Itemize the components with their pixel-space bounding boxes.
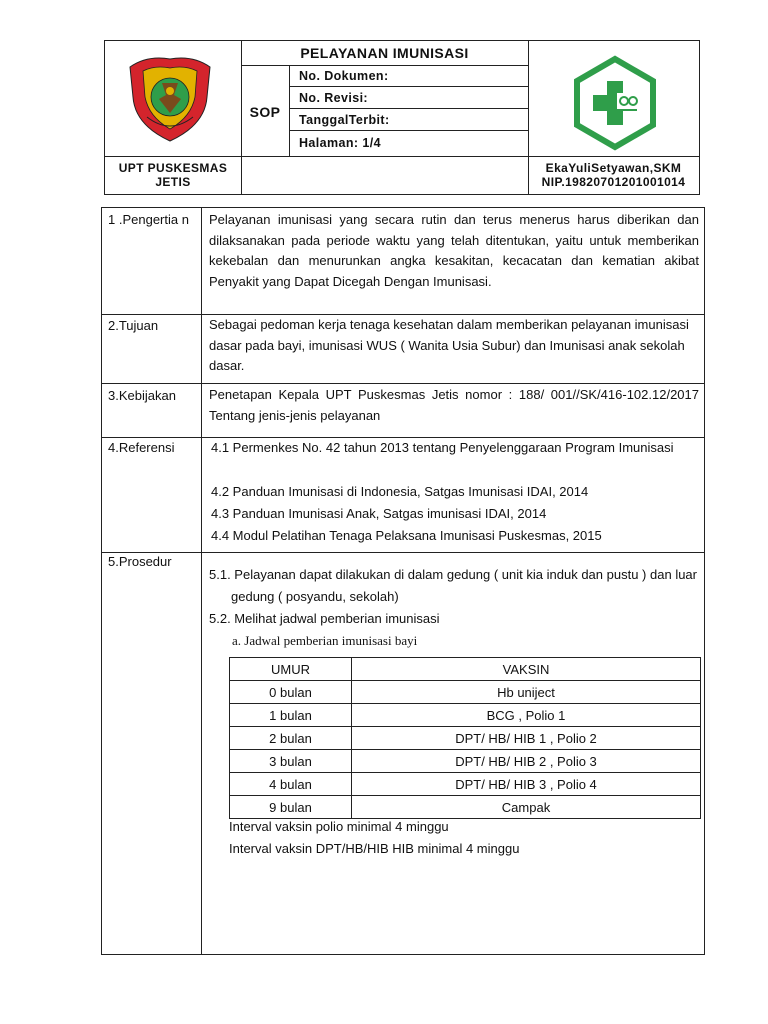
field-no-revisi: No. Revisi: — [299, 91, 368, 105]
table-cell-umur: 3 bulan — [230, 750, 352, 773]
signer-nip: NIP.19820701201001014 — [541, 175, 686, 189]
prosedur-step-2: 5.2. Melihat jadwal pemberian imunisasi — [209, 611, 440, 626]
text-pengertian: Pelayanan imunisasi yang secara rutin dan terus menerus harus diberikan dan dilaksanakan pada periode waktu yang telah ditentukan, yaitu untuk memberikan kekebalan dan menurunkan angka kesakitan, kecacatan dan kematian akibat Penyakit yang Dapat Dicegah Dengan Imunisasi. — [209, 212, 699, 289]
table-cell-umur: 2 bulan — [230, 727, 352, 750]
table-row — [230, 681, 701, 704]
label-kebijakan: 3.Kebijakan — [108, 388, 176, 403]
immunization-schedule-table — [229, 657, 701, 819]
table-cell-vaksin: DPT/ HB/ HIB 1 , Polio 2 — [352, 727, 701, 750]
table-row — [230, 704, 701, 727]
table-header-vaksin: VAKSIN — [352, 658, 701, 681]
prosedur-step-1 — [209, 564, 697, 608]
prosedur-sub-a: a. Jadwal pemberian imunisasi bayi — [232, 633, 418, 648]
referensi-item-3: 4.3 Panduan Imunisasi Anak, Satgas imunisasi IDAI, 2014 — [211, 506, 547, 521]
sop-label: SOP — [249, 104, 281, 120]
table-header-row — [230, 658, 701, 681]
referensi-item-4: 4.4 Modul Pelatihan Tenaga Pelaksana Imunisasi Puskesmas, 2015 — [211, 528, 602, 543]
text-kebijakan: Penetapan Kepala UPT Puskesmas Jetis nomor : 188/ 001//SK/416-102.12/2017 Tentang jenis-jenis pelayanan — [209, 387, 699, 423]
note-polio-interval: Interval vaksin polio minimal 4 minggu — [229, 819, 449, 834]
label-pengertian: 1 .Pengertia n — [108, 212, 189, 227]
sop-header-table — [104, 40, 700, 195]
referensi-item-1-text: 4.1 Permenkes No. 42 tahun 2013 tentang Penyelenggaraan Program Imunisasi — [211, 440, 674, 455]
document-title: PELAYANAN IMUNISASI — [300, 45, 469, 61]
referensi-item-1 — [211, 437, 699, 459]
regency-shield-logo — [125, 53, 215, 145]
org-name-line1: UPT PUSKESMAS — [118, 161, 228, 175]
table-cell-vaksin: Hb uniject — [352, 681, 701, 704]
signer-name: EkaYuliSetyawan,SKM — [545, 161, 682, 175]
table-row — [230, 796, 701, 819]
label-prosedur: 5.Prosedur — [108, 554, 172, 569]
table-cell-vaksin: DPT/ HB/ HIB 3 , Polio 4 — [352, 773, 701, 796]
table-cell-vaksin: BCG , Polio 1 — [352, 704, 701, 727]
label-tujuan: 2.Tujuan — [108, 318, 159, 333]
table-cell-vaksin: DPT/ HB/ HIB 2 , Polio 3 — [352, 750, 701, 773]
table-cell-umur: 9 bulan — [230, 796, 352, 819]
table-row — [230, 750, 701, 773]
text-tujuan: Sebagai pedoman kerja tenaga kesehatan dalam memberikan pelayanan imunisasi dasar pada bayi, imunisasi WUS ( Wanita Usia Subur) dan Imunisasi anak sekolah dasar. — [209, 317, 689, 373]
field-no-dokumen: No. Dokumen: — [299, 69, 389, 83]
table-row — [230, 773, 701, 796]
puskesmas-logo — [567, 55, 663, 151]
table-cell-umur: 0 bulan — [230, 681, 352, 704]
note-dpt-interval: Interval vaksin DPT/HB/HIB HIB minimal 4 minggu — [229, 841, 520, 856]
referensi-item-2: 4.2 Panduan Imunisasi di Indonesia, Satgas Imunisasi IDAI, 2014 — [211, 484, 589, 499]
table-header-umur: UMUR — [230, 658, 352, 681]
field-halaman: Halaman: 1/4 — [299, 136, 381, 150]
org-name-line2: JETIS — [155, 175, 191, 189]
sop-body-table — [101, 207, 705, 955]
table-cell-vaksin: Campak — [352, 796, 701, 819]
field-tanggal-terbit: TanggalTerbit: — [299, 113, 390, 127]
table-cell-umur: 1 bulan — [230, 704, 352, 727]
table-row — [230, 727, 701, 750]
table-cell-umur: 4 bulan — [230, 773, 352, 796]
label-referensi: 4.Referensi — [108, 440, 175, 455]
prosedur-step-1-text: 5.1. Pelayanan dapat dilakukan di dalam gedung ( unit kia induk dan pustu ) dan luar gedung ( posyandu, sekolah) — [209, 567, 697, 604]
